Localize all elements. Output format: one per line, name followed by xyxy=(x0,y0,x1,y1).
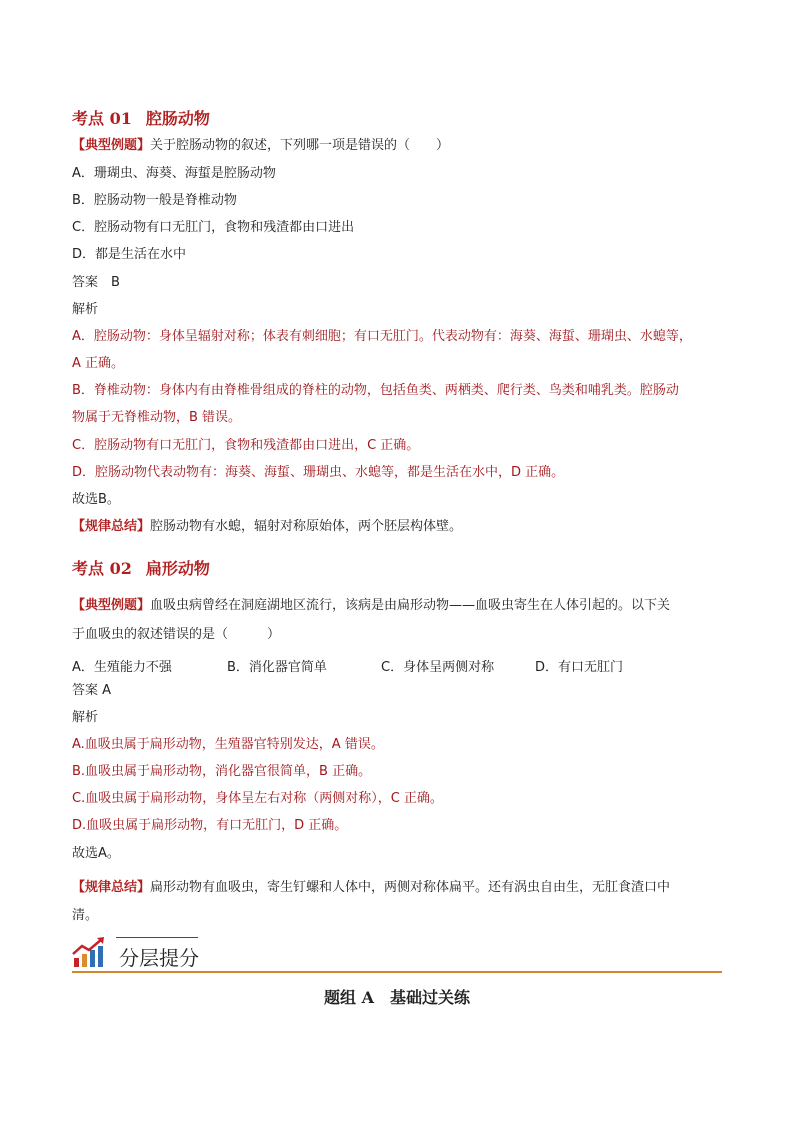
option-b: B．腔肠动物一般是脊椎动物 xyxy=(72,193,237,208)
option-a: A．生殖能力不强 xyxy=(72,660,172,675)
option-a: A．珊瑚虫、海葵、海蜇是腔肠动物 xyxy=(72,166,276,181)
conclusion: 故选B。 xyxy=(72,492,120,507)
group-title: 题组 A 基础过关练 xyxy=(324,988,470,1007)
option-c: C．身体呈两侧对称 xyxy=(381,660,495,675)
option-d: D．有口无肛门 xyxy=(535,660,624,675)
heading-title: 扁形动物 xyxy=(145,559,210,578)
example-tag: 【典型例题】 xyxy=(72,598,151,613)
analysis-label: 解析 xyxy=(72,710,99,725)
analysis-line: A．腔肠动物：身体呈辐射对称；体表有刺细胞；有口无肛门。代表动物有：海葵、海蜇、珊瑚虫、水螅等， xyxy=(72,329,692,344)
summary xyxy=(72,879,670,896)
analysis-label: 解析 xyxy=(72,302,99,317)
question-text: 关于腔肠动物的叙述，下列哪一项是错误的（ ） xyxy=(150,138,450,153)
analysis-line: B．脊椎动物：身体内有由脊椎骨组成的脊柱的动物，包括鱼类、两栖类、爬行类、鸟类和哺乳类。腔肠动 xyxy=(72,383,679,398)
summary-text: 腔肠动物有水螅，辐射对称原始体，两个胚层构体壁。 xyxy=(150,519,463,534)
question-text-cont: 于血吸虫的叙述错误的是（ ） xyxy=(72,627,281,642)
option-c: C．腔肠动物有口无肛门，食物和残渣都由口进出 xyxy=(72,220,355,235)
summary-text: 扁形动物有血吸虫，寄生钉螺和人体中，两侧对称体扁平。还有涡虫自由生，无肛食渣口中 xyxy=(150,880,671,895)
answer: 答案 A xyxy=(72,683,112,698)
answer: 答案 B xyxy=(72,275,120,290)
heading-number: 考点 01 xyxy=(72,109,132,128)
option-d: D．都是生活在水中 xyxy=(72,247,187,262)
example-tag: 【典型例题】 xyxy=(72,138,151,153)
analysis-line: C．腔肠动物有口无肛门，食物和残渣都由口进出，C 正确。 xyxy=(72,438,420,453)
analysis-line: 物属于无脊椎动物，B 错误。 xyxy=(72,410,242,425)
section-heading xyxy=(72,106,210,129)
analysis-line: D．腔肠动物代表动物有：海葵、海蜇、珊瑚虫、水螅等，都是生活在水中，D 正确。 xyxy=(72,465,565,480)
section-heading xyxy=(72,556,210,579)
summary-tag: 【规律总结】 xyxy=(72,880,151,895)
banner-rule xyxy=(72,971,722,973)
banner-top-rule xyxy=(116,937,198,938)
summary-tag: 【规律总结】 xyxy=(72,519,151,534)
example-question xyxy=(72,137,449,154)
chart-growth-icon xyxy=(72,936,108,968)
summary xyxy=(72,518,462,535)
analysis-line: C.血吸虫属于扁形动物，身体呈左右对称（两侧对称），C 正确。 xyxy=(72,791,443,806)
question-text: 血吸虫病曾经在洞庭湖地区流行，该病是由扁形动物——血吸虫寄生在人体引起的。以下关 xyxy=(150,598,671,613)
analysis-line: A.血吸虫属于扁形动物，生殖器官特别发达，A 错误。 xyxy=(72,737,384,752)
conclusion: 故选A。 xyxy=(72,846,120,861)
example-question xyxy=(72,597,670,614)
summary-text-cont: 清。 xyxy=(72,908,99,923)
banner-title: 分层提分 xyxy=(119,946,199,970)
heading-title: 腔肠动物 xyxy=(145,109,210,128)
analysis-line: D.血吸虫属于扁形动物，有口无肛门，D 正确。 xyxy=(72,818,348,833)
option-b: B．消化器官简单 xyxy=(227,660,327,675)
heading-number: 考点 02 xyxy=(72,559,132,578)
analysis-line: B.血吸虫属于扁形动物，消化器官很简单，B 正确。 xyxy=(72,764,372,779)
analysis-line: A 正确。 xyxy=(72,356,125,371)
